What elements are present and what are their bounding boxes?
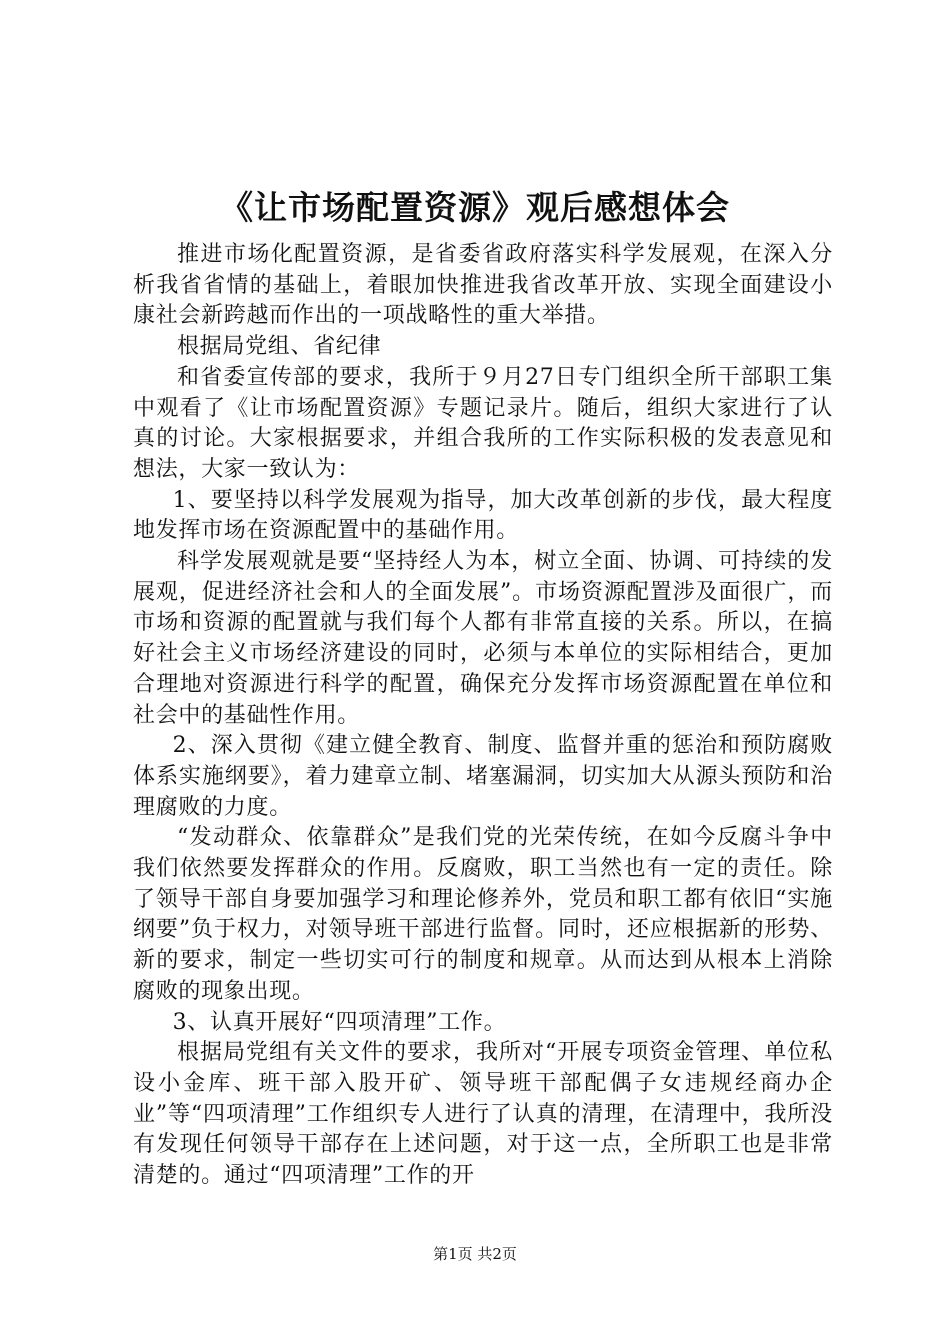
paragraph-intro: 推进市场化配置资源，是省委省政府落实科学发展观，在深入分析我省省情的基础上，着眼加快推进我省改革开放、实现全面建设小康社会新跨越而作出的一项战略性的重大举措。 xyxy=(133,242,833,329)
paragraph-point-2: 2、深入贯彻《建立健全教育、制度、监督并重的惩治和预防腐败体系实施纲要》，着力建章立制、堵塞漏洞，切实加大从源头预防和治理腐败的力度。 xyxy=(133,733,833,820)
paragraph-point-1-detail: 科学发展观就是要“坚持经人为本，树立全面、协调、可持续的发展观，促进经济社会和人的全面发展”。市场资源配置涉及面很广，而市场和资源的配置就与我们每个人都有非常直接的关系。所以，在搞好社会主义市场经济建设的同时，必须与本单位的实际相结合，更加合理地对资源进行科学的配置，确保充分发挥市场资源配置在单位和社会中的基础性作用。 xyxy=(133,549,833,728)
paragraph-point-1: 1、要坚持以科学发展观为指导，加大改革创新的步伐，最大程度地发挥市场在资源配置中的基础作用。 xyxy=(133,487,833,544)
document-title: 《让市场配置资源》观后感想体会 xyxy=(220,188,730,227)
paragraph-point-3-detail: 根据局党组有关文件的要求，我所对“开展专项资金管理、单位私设小金库、班干部入股开矿、领导班干部配偶子女违规经商办企业”等“四项清理”工作组织专人进行了认真的清理，在清理中，我所没有发现任何领导干部存在上述问题，对于这一点，全所职工也是非常清楚的。通过“四项清理”工作的开 xyxy=(133,1040,833,1189)
page-number-footer: 第1页 共2页 xyxy=(433,1245,517,1263)
paragraph-basis: 根据局党组、省纪律 xyxy=(177,334,382,360)
paragraph-point-3: 3、认真开展好“四项清理”工作。 xyxy=(172,1009,507,1035)
paragraph-viewing: 和省委宣传部的要求，我所于９月27日专门组织全所干部职工集中观看了《让市场配置资源》专题记录片。随后，组织大家进行了认真的讨论。大家根据要求，并组合我所的工作实际积极的发表意见和想法，大家一致认为： xyxy=(133,364,833,482)
paragraph-point-2-detail: “发动群众、依靠群众”是我们党的光荣传统，在如今反腐斗争中我们依然要发挥群众的作用。反腐败，职工当然也有一定的责任。除了领导干部自身要加强学习和理论修养外，党员和职工都有依旧“实施纲要”负于权力，对领导班干部进行监督。同时，还应根据新的形势、新的要求，制定一些切实可行的制度和规章。从而达到从根本上消除腐败的现象出现。 xyxy=(133,825,833,1004)
document-body xyxy=(133,240,833,1192)
